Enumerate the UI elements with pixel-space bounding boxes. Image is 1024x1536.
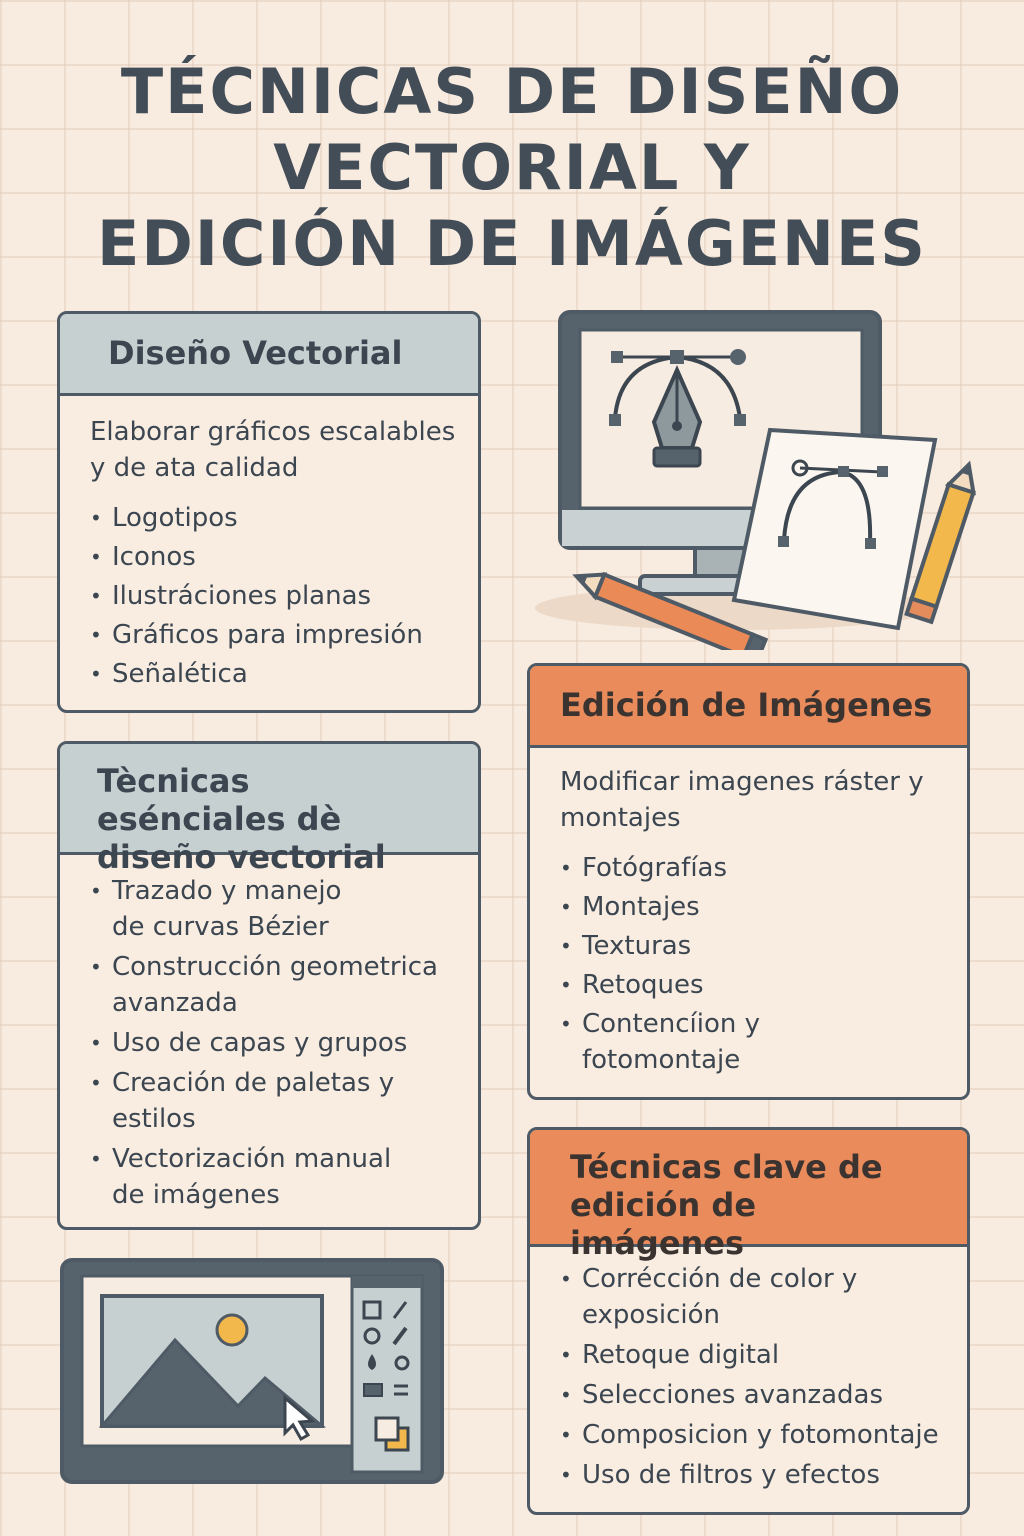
vector-design-list [90, 500, 458, 692]
list-item: • Señalética [90, 656, 458, 692]
vector-techniques-card [57, 741, 481, 1230]
list-item: • Composicion y fotomontaje [560, 1417, 957, 1453]
list-item: • Trazado y manejo de curvas Bézier [90, 873, 362, 945]
list-item: • Creación de paletas y estilos [90, 1065, 412, 1137]
list-item: • Uso de filtros y efectos [560, 1457, 957, 1493]
image-editing-list [560, 850, 947, 1078]
list-item: • Construcción geometrica avanzada [90, 949, 464, 1021]
bezier-paper-icon [734, 430, 935, 628]
list-item: • Corrécción de color y exposición [560, 1261, 872, 1333]
title-line-2: VECTORIAL Y [273, 131, 751, 204]
image-techniques-card [527, 1127, 970, 1515]
image-techniques-header [530, 1130, 967, 1262]
vector-design-header [60, 314, 478, 396]
list-item: • Contencíion y fotomontaje [560, 1006, 822, 1078]
list-item: • Gráficos para impresión [90, 617, 458, 653]
image-editing-header [530, 666, 967, 748]
page-title [40, 54, 984, 282]
vector-techniques-list [90, 873, 464, 1213]
vector-techniques-header [60, 744, 478, 876]
list-item: • Selecciones avanzadas [560, 1377, 957, 1413]
list-item: • Logotipos [90, 500, 458, 536]
image-editor-icon [60, 1258, 444, 1484]
list-item: • Fotógrafías [560, 850, 947, 886]
list-item: • Montajes [560, 889, 947, 925]
list-item: • Texturas [560, 928, 947, 964]
list-item: • Retoques [560, 967, 947, 1003]
list-item: • Uso de capas y grupos [90, 1025, 464, 1061]
title-line-1: TÉCNICAS DE DISEÑO [120, 55, 904, 128]
list-item: • Retoque digital [560, 1337, 957, 1373]
image-editing-description: Modificar imagenes ráster y montajes [560, 767, 924, 833]
vector-design-card [57, 311, 481, 713]
vector-monitor-icon [520, 300, 990, 650]
image-editing-card [527, 663, 970, 1100]
vector-design-heading: Diseño Vectorial [108, 334, 403, 372]
image-editing-heading: Edición de Imágenes [560, 686, 933, 724]
vector-techniques-heading: Tècnicas esénciales dè diseño vectorial [97, 762, 386, 876]
title-line-3: EDICIÓN DE IMÁGENES [97, 207, 927, 280]
list-item: • Vectorización manual de imágenes [90, 1141, 422, 1213]
vector-design-description: Elaborar gráficos escalables y de ata calidad [90, 417, 456, 483]
image-techniques-heading: Técnicas clave de edición de imágenes [570, 1148, 883, 1262]
image-techniques-list [560, 1261, 957, 1493]
list-item: • Ilustráciones planas [90, 578, 458, 614]
list-item: • Iconos [90, 539, 458, 575]
